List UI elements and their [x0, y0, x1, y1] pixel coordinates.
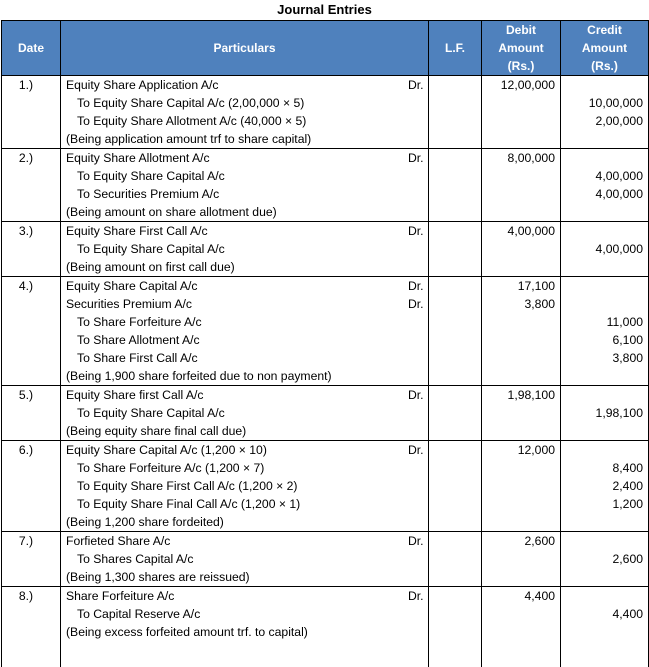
debit-amount	[482, 331, 555, 349]
dr-marker: Dr.	[408, 295, 424, 313]
credit-amount	[561, 441, 643, 459]
particulars-text: To Securities Premium A/c	[66, 187, 219, 201]
journal-title: Journal Entries	[0, 0, 649, 20]
particulars-line-debit	[66, 441, 428, 459]
particulars-line-credit	[66, 331, 428, 349]
header-particulars: Particulars	[61, 21, 429, 76]
entry-number: 5.)	[2, 386, 50, 404]
debit-amount: 4,00,000	[482, 222, 555, 240]
journal-entry-row	[2, 149, 649, 222]
header-credit-line: Credit	[561, 21, 648, 39]
debit-amount	[482, 513, 555, 531]
entry-lf-cell	[429, 587, 482, 667]
particulars-text: (Being 1,300 shares are reissued)	[66, 570, 250, 584]
dr-marker: Dr.	[408, 587, 424, 605]
particulars-line-debit	[66, 277, 428, 295]
particulars-text: To Equity Share Capital A/c	[66, 242, 225, 256]
blank-space	[66, 641, 428, 667]
entry-date-cell	[2, 277, 61, 386]
particulars-text: (Being 1,900 share forfeited due to non payment)	[66, 369, 332, 383]
entry-date-cell	[2, 149, 61, 222]
journal-table	[1, 20, 649, 667]
particulars-line-credit	[66, 605, 428, 623]
particulars-text: Equity Share Capital A/c	[66, 279, 197, 293]
credit-amount	[561, 532, 643, 550]
debit-amount	[482, 240, 555, 258]
particulars-line-debit	[66, 222, 428, 240]
debit-amount	[482, 623, 555, 641]
dr-marker: Dr.	[408, 386, 424, 404]
credit-amount	[561, 277, 643, 295]
entry-number: 2.)	[2, 149, 50, 167]
header-debit-line: (Rs.)	[482, 57, 560, 75]
particulars-text: (Being 1,200 share fordeited)	[66, 515, 224, 529]
particulars-line-debit	[66, 76, 428, 94]
debit-amount	[482, 422, 555, 440]
entry-debit-cell	[482, 587, 561, 667]
header-date: Date	[2, 21, 61, 76]
particulars-text: Equity Share Application A/c	[66, 78, 218, 92]
credit-amount	[561, 367, 643, 385]
particulars-line-debit	[66, 149, 428, 167]
particulars-line-credit	[66, 94, 428, 112]
particulars-text: To Capital Reserve A/c	[66, 607, 200, 621]
particulars-text: Forfieted Share A/c	[66, 534, 170, 548]
header-credit	[561, 21, 649, 76]
entry-particulars-cell	[61, 222, 429, 277]
credit-amount	[561, 258, 643, 276]
credit-amount: 1,200	[561, 495, 643, 513]
credit-amount: 2,00,000	[561, 112, 643, 130]
debit-amount	[482, 258, 555, 276]
credit-amount: 1,98,100	[561, 404, 643, 422]
entry-lf-cell	[429, 222, 482, 277]
credit-amount: 3,800	[561, 349, 643, 367]
entry-number: 6.)	[2, 441, 50, 459]
entry-credit-cell	[561, 277, 649, 386]
journal-entry-row	[2, 441, 649, 532]
credit-amount	[561, 623, 643, 641]
particulars-text: To Share Allotment A/c	[66, 333, 200, 347]
entry-debit-cell	[482, 222, 561, 277]
particulars-text: (Being application amount trf to share capital)	[66, 132, 311, 146]
particulars-line-narration	[66, 568, 428, 586]
header-row	[2, 21, 649, 76]
particulars-text: To Equity Share Allotment A/c (40,000 × 5)	[66, 114, 306, 128]
dr-marker: Dr.	[408, 149, 424, 167]
particulars-line-credit	[66, 550, 428, 568]
dr-marker: Dr.	[408, 76, 424, 94]
debit-amount	[482, 203, 555, 221]
entry-particulars-cell	[61, 149, 429, 222]
credit-amount: 11,000	[561, 313, 643, 331]
credit-amount	[561, 295, 643, 313]
credit-amount	[561, 513, 643, 531]
debit-amount	[482, 313, 555, 331]
particulars-line-credit	[66, 404, 428, 422]
entry-date-cell	[2, 532, 61, 587]
particulars-line-credit	[66, 167, 428, 185]
debit-amount	[482, 404, 555, 422]
header-credit-line: Amount	[561, 39, 648, 57]
particulars-line-narration	[66, 422, 428, 440]
debit-amount	[482, 94, 555, 112]
credit-amount	[561, 203, 643, 221]
credit-amount	[561, 130, 643, 148]
particulars-text: To Equity Share First Call A/c (1,200 × 2)	[66, 479, 298, 493]
particulars-text: (Being amount on share allotment due)	[66, 205, 277, 219]
debit-amount: 12,000	[482, 441, 555, 459]
particulars-text: To Shares Capital A/c	[66, 552, 194, 566]
particulars-text: To Share First Call A/c	[66, 351, 198, 365]
particulars-line-narration	[66, 130, 428, 148]
debit-amount: 4,400	[482, 587, 555, 605]
entry-lf-cell	[429, 386, 482, 441]
credit-amount: 4,00,000	[561, 240, 643, 258]
debit-amount	[482, 349, 555, 367]
entry-particulars-cell	[61, 532, 429, 587]
particulars-text: To Equity Share Capital A/c (2,00,000 × 5)	[66, 96, 304, 110]
particulars-text: Equity Share First Call A/c	[66, 224, 208, 238]
dr-marker: Dr.	[408, 222, 424, 240]
credit-amount: 6,100	[561, 331, 643, 349]
debit-amount	[482, 112, 555, 130]
entry-number: 3.)	[2, 222, 50, 240]
entry-number: 1.)	[2, 76, 50, 94]
entry-debit-cell	[482, 386, 561, 441]
entry-credit-cell	[561, 532, 649, 587]
entry-credit-cell	[561, 587, 649, 667]
credit-amount	[561, 386, 643, 404]
blank-space	[561, 641, 643, 667]
entry-debit-cell	[482, 441, 561, 532]
particulars-text: Equity Share first Call A/c	[66, 388, 204, 402]
credit-amount: 4,00,000	[561, 167, 643, 185]
credit-amount: 2,600	[561, 550, 643, 568]
header-debit-line: Amount	[482, 39, 560, 57]
particulars-line-credit	[66, 495, 428, 513]
entry-particulars-cell	[61, 76, 429, 149]
entry-particulars-cell	[61, 277, 429, 386]
particulars-line-narration	[66, 203, 428, 221]
entry-lf-cell	[429, 149, 482, 222]
particulars-line-narration	[66, 513, 428, 531]
journal-entry-row	[2, 386, 649, 441]
entry-particulars-cell	[61, 441, 429, 532]
journal-entry-row	[2, 587, 649, 667]
particulars-line-narration	[66, 623, 428, 641]
particulars-line-debit	[66, 587, 428, 605]
particulars-line-credit	[66, 349, 428, 367]
credit-amount: 4,400	[561, 605, 643, 623]
entry-debit-cell	[482, 76, 561, 149]
credit-amount: 8,400	[561, 459, 643, 477]
particulars-text: To Equity Share Capital A/c	[66, 169, 225, 183]
journal-entry-row	[2, 532, 649, 587]
dr-marker: Dr.	[408, 277, 424, 295]
debit-amount: 2,600	[482, 532, 555, 550]
debit-amount: 12,00,000	[482, 76, 555, 94]
entry-lf-cell	[429, 532, 482, 587]
particulars-text: To Share Forfeiture A/c (1,200 × 7)	[66, 461, 264, 475]
particulars-text: To Share Forfeiture A/c	[66, 315, 202, 329]
particulars-text: To Equity Share Capital A/c	[66, 406, 225, 420]
debit-amount	[482, 130, 555, 148]
particulars-line-credit	[66, 112, 428, 130]
particulars-line-debit	[66, 295, 428, 313]
entry-credit-cell	[561, 222, 649, 277]
header-debit-line: Debit	[482, 21, 560, 39]
journal-entry-row	[2, 277, 649, 386]
particulars-text: (Being amount on first call due)	[66, 260, 235, 274]
particulars-text: Share Forfeiture A/c	[66, 589, 174, 603]
debit-amount	[482, 167, 555, 185]
journal-entry-row	[2, 76, 649, 149]
entry-debit-cell	[482, 532, 561, 587]
debit-amount	[482, 477, 555, 495]
entry-particulars-cell	[61, 587, 429, 667]
credit-amount	[561, 422, 643, 440]
header-debit	[482, 21, 561, 76]
particulars-line-credit	[66, 459, 428, 477]
credit-amount	[561, 149, 643, 167]
particulars-line-credit	[66, 185, 428, 203]
dr-marker: Dr.	[408, 532, 424, 550]
particulars-line-debit	[66, 386, 428, 404]
entry-debit-cell	[482, 149, 561, 222]
debit-amount: 8,00,000	[482, 149, 555, 167]
credit-amount: 10,00,000	[561, 94, 643, 112]
entry-date-cell	[2, 587, 61, 667]
entry-debit-cell	[482, 277, 561, 386]
entry-lf-cell	[429, 277, 482, 386]
debit-amount	[482, 605, 555, 623]
entry-particulars-cell	[61, 386, 429, 441]
particulars-line-narration	[66, 258, 428, 276]
debit-amount	[482, 459, 555, 477]
entry-lf-cell	[429, 76, 482, 149]
credit-amount	[561, 222, 643, 240]
debit-amount	[482, 495, 555, 513]
entry-credit-cell	[561, 386, 649, 441]
credit-amount: 4,00,000	[561, 185, 643, 203]
debit-amount	[482, 568, 555, 586]
journal-entry-row	[2, 222, 649, 277]
particulars-text: Securities Premium A/c	[66, 297, 192, 311]
particulars-line-credit	[66, 477, 428, 495]
entry-number: 8.)	[2, 587, 50, 605]
debit-amount: 17,100	[482, 277, 555, 295]
particulars-line-credit	[66, 240, 428, 258]
debit-amount: 3,800	[482, 295, 555, 313]
credit-amount	[561, 568, 643, 586]
entry-credit-cell	[561, 149, 649, 222]
credit-amount: 2,400	[561, 477, 643, 495]
particulars-line-debit	[66, 532, 428, 550]
particulars-text: Equity Share Allotment A/c	[66, 151, 210, 165]
entry-date-cell	[2, 386, 61, 441]
entry-number: 4.)	[2, 277, 50, 295]
credit-amount	[561, 587, 643, 605]
particulars-text: (Being equity share final call due)	[66, 424, 246, 438]
particulars-line-narration	[66, 367, 428, 385]
entry-date-cell	[2, 76, 61, 149]
particulars-text: To Equity Share Final Call A/c (1,200 × 1)	[66, 497, 300, 511]
debit-amount	[482, 550, 555, 568]
debit-amount	[482, 367, 555, 385]
blank-space	[482, 641, 555, 667]
particulars-text: Equity Share Capital A/c (1,200 × 10)	[66, 443, 267, 457]
entry-number: 7.)	[2, 532, 50, 550]
debit-amount	[482, 185, 555, 203]
entry-date-cell	[2, 222, 61, 277]
header-lf: L.F.	[429, 21, 482, 76]
debit-amount: 1,98,100	[482, 386, 555, 404]
header-credit-line: (Rs.)	[561, 57, 648, 75]
entry-credit-cell	[561, 76, 649, 149]
entry-lf-cell	[429, 441, 482, 532]
credit-amount	[561, 76, 643, 94]
entry-date-cell	[2, 441, 61, 532]
journal-body	[2, 76, 649, 667]
particulars-text: (Being excess forfeited amount trf. to capital)	[66, 625, 308, 639]
entry-credit-cell	[561, 441, 649, 532]
dr-marker: Dr.	[408, 441, 424, 459]
particulars-line-credit	[66, 313, 428, 331]
